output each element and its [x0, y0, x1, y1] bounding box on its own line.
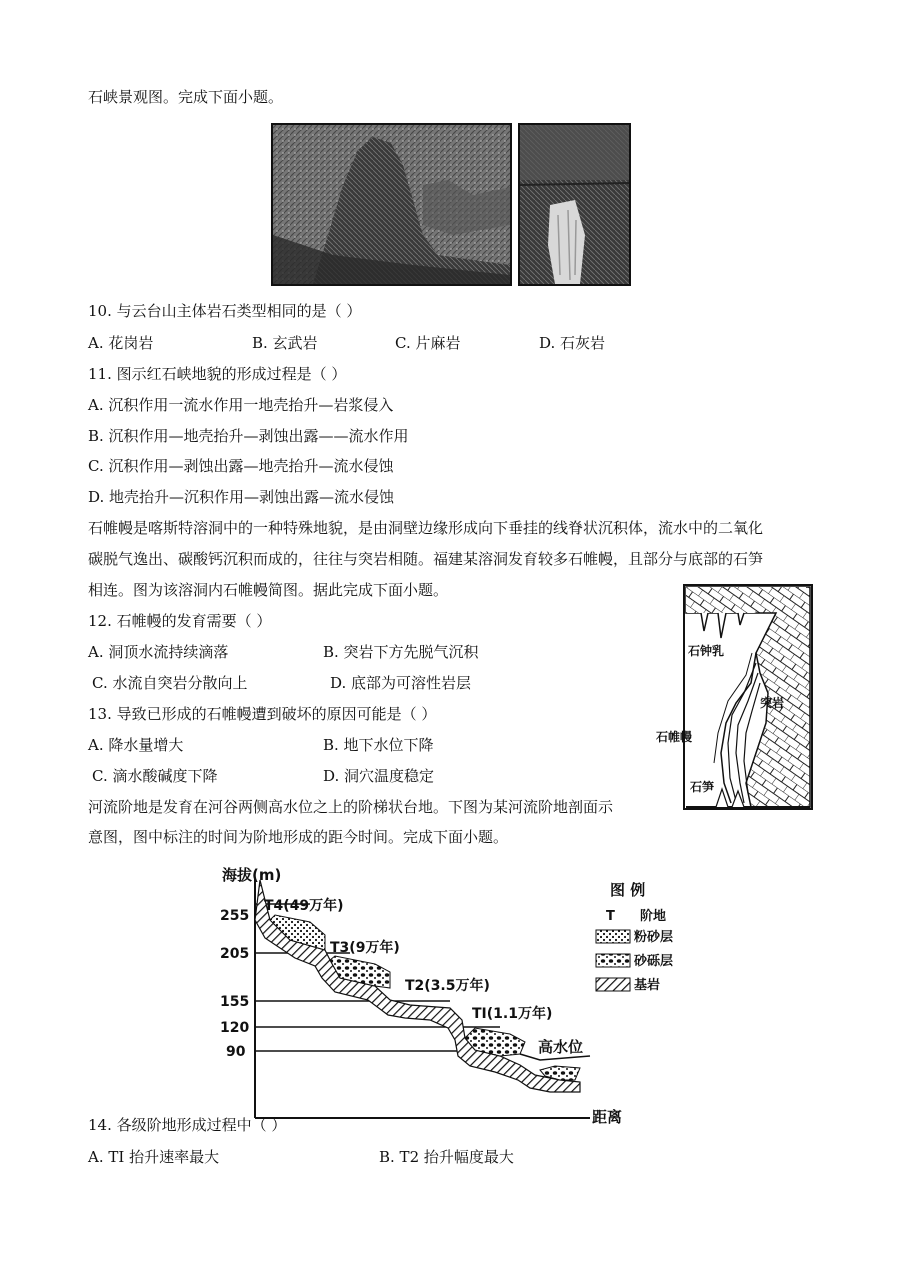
elev-155: 155	[220, 994, 250, 1010]
q11-option-a[interactable]: A. 沉积作用一流水作用一地壳抬升—岩浆侵入	[88, 396, 394, 414]
passage3-line2: 意图，图中标注的时间为阶地形成的距今时间。完成下面小题。	[88, 828, 509, 846]
q11-option-b[interactable]: B. 沉积作用—地壳抬升—剥蚀出露——流水作用	[88, 427, 409, 445]
q10-stem: 10. 与云台山主体岩石类型相同的是（ ）	[88, 302, 362, 320]
q10-option-b[interactable]: B. 玄武岩	[252, 334, 318, 352]
x-axis-label: 距离	[592, 1108, 623, 1126]
elev-255: 255	[220, 908, 250, 924]
terrace-t1-label: TI(1.1万年)	[472, 1006, 553, 1022]
label-stalactite: 石钟乳	[688, 644, 725, 658]
q12-option-b[interactable]: B. 突岩下方先脱气沉积	[323, 643, 479, 661]
terrace-t4-label: T4(49万年)	[264, 898, 344, 914]
elev-205: 205	[220, 946, 250, 962]
label-ledge: 突岩	[760, 696, 785, 710]
legend-swatch-gravel	[596, 954, 630, 967]
legend-title: 图 例	[610, 881, 646, 899]
legend-label-gravel: 砂砾层	[634, 954, 674, 969]
q14-option-b[interactable]: B. T2 抬升幅度最大	[379, 1148, 514, 1166]
passage2-line2: 碳脱气逸出、碳酸钙沉积而成的，往往与突岩相随。福建某溶洞发育较多石帷幔，且部分与底部的石笋	[88, 550, 764, 568]
q11-stem: 11. 图示红石峡地貌的形成过程是（ ）	[88, 365, 347, 383]
q10-option-c[interactable]: C. 片麻岩	[395, 334, 461, 352]
cave-curtain-figure	[656, 583, 816, 813]
terrace-t3-label: T3(9万年)	[330, 940, 400, 956]
legend-symbol-t: T	[606, 909, 615, 924]
high-water-label: 高水位	[538, 1038, 584, 1056]
passage2-line1: 石帷幔是喀斯特溶洞中的一种特殊地貌，是由洞壁边缘形成向下垂挂的线脊状沉积体，流水中的二氧化	[88, 519, 764, 537]
label-stalagmite: 石笋	[690, 780, 715, 794]
q13-option-a[interactable]: A. 降水量增大	[88, 736, 184, 754]
q12-stem: 12. 石帷幔的发育需要（ ）	[88, 612, 272, 630]
elev-120: 120	[220, 1020, 250, 1036]
legend-swatch-bedrock	[596, 978, 630, 991]
intro-text: 石峡景观图。完成下面小题。	[88, 88, 284, 106]
q12-option-a[interactable]: A. 洞顶水流持续滴落	[88, 643, 229, 661]
q11-option-d[interactable]: D. 地壳抬升—沉积作用—剥蚀出露—流水侵蚀	[88, 488, 395, 506]
passage3-line1: 河流阶地是发育在河谷两侧高水位之上的阶梯状台地。下图为某河流阶地剖面示	[88, 798, 614, 816]
q13-option-c[interactable]: C. 滴水酸碱度下降	[92, 767, 218, 785]
y-axis-label: 海拔(m)	[222, 866, 282, 884]
legend	[596, 881, 673, 993]
q13-option-d[interactable]: D. 洞穴温度稳定	[323, 767, 435, 785]
landscape-photo-right	[518, 123, 631, 286]
q13-stem: 13. 导致已形成的石帷幔遭到破坏的原因可能是（ ）	[88, 705, 437, 723]
q14-stem: 14. 各级阶地形成过程中（ ）	[88, 1116, 287, 1134]
q12-option-d[interactable]: D. 底部为可溶性岩层	[330, 674, 472, 692]
label-curtain: 石帷幔	[656, 730, 693, 744]
landscape-photo-left	[271, 123, 512, 286]
q10-option-a[interactable]: A. 花岗岩	[88, 334, 154, 352]
q12-option-c[interactable]: C. 水流自突岩分散向上	[92, 674, 248, 692]
legend-swatch-silt	[596, 930, 630, 943]
q11-option-c[interactable]: C. 沉积作用—剥蚀出露—地壳抬升—流水侵蚀	[88, 457, 394, 475]
q14-option-a[interactable]: A. TI 抬升速率最大	[88, 1148, 220, 1166]
elev-90: 90	[226, 1044, 246, 1060]
river-terrace-figure	[200, 860, 680, 1130]
q13-option-b[interactable]: B. 地下水位下降	[323, 736, 434, 754]
legend-label-terrace: 阶地	[640, 909, 667, 924]
q10-option-d[interactable]: D. 石灰岩	[539, 334, 606, 352]
legend-label-bedrock: 基岩	[634, 978, 661, 993]
passage2-line3: 相连。图为该溶洞内石帷幔简图。据此完成下面小题。	[88, 581, 449, 599]
terrace-t2-label: T2(3.5万年)	[405, 978, 490, 994]
legend-label-silt: 粉砂层	[634, 930, 674, 945]
